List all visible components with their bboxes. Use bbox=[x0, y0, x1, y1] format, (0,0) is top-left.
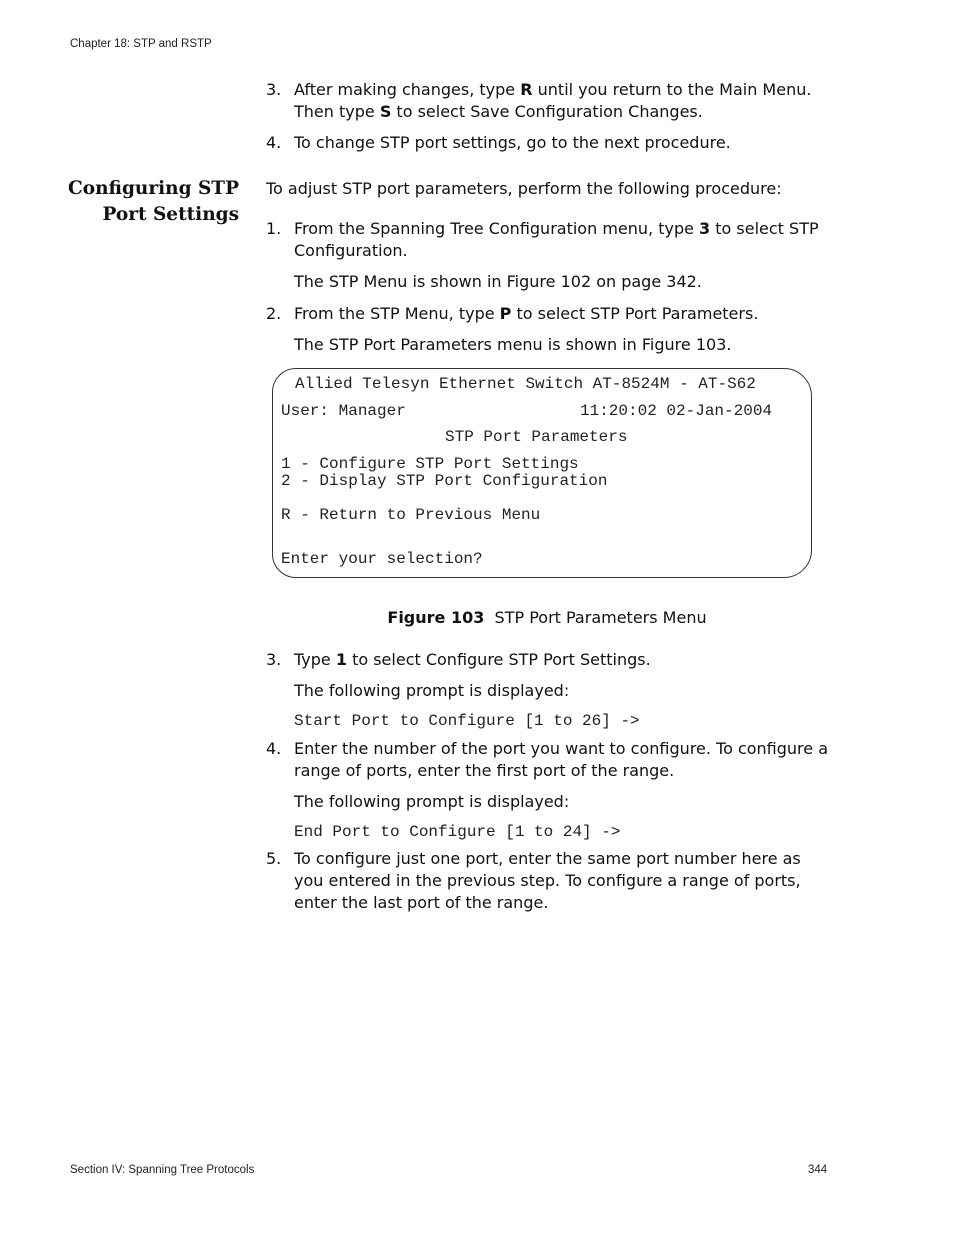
step-text: Type 1 to select Configure STP Port Settings. bbox=[294, 650, 651, 669]
step-number: 4. bbox=[266, 739, 282, 758]
section-intro: To adjust STP port parameters, perform the following procedure: bbox=[266, 179, 782, 198]
step-text: To configure just one port, enter the same port number here as you entered in the previous step. To configure a range of ports, enter the last port of the range. bbox=[294, 849, 801, 912]
figure-caption: Figure 103 STP Port Parameters Menu bbox=[387, 608, 707, 627]
step-note: The following prompt is displayed: bbox=[294, 792, 570, 811]
terminal-option-1: 1 - Configure STP Port Settings bbox=[281, 455, 579, 473]
terminal-option-r: R - Return to Previous Menu bbox=[281, 506, 541, 524]
step-number: 2. bbox=[266, 304, 282, 323]
terminal-option-2: 2 - Display STP Port Configuration bbox=[281, 472, 608, 490]
step-number: 3. bbox=[266, 80, 282, 99]
step-number: 5. bbox=[266, 849, 282, 868]
terminal-title: Allied Telesyn Ethernet Switch AT-8524M - AT-S62 bbox=[295, 375, 756, 393]
step-note: The STP Menu is shown in Figure 102 on page 342. bbox=[294, 272, 702, 291]
section-heading: Configuring STP Port Settings bbox=[68, 178, 239, 225]
step-number: 1. bbox=[266, 219, 282, 238]
page-number: 344 bbox=[808, 1164, 828, 1176]
step-text: Enter the number of the port you want to configure. To configure a range of ports, enter the first port of the range. bbox=[294, 739, 828, 780]
step-text: From the Spanning Tree Configuration menu, type 3 to select STP Configuration. bbox=[294, 219, 819, 260]
step-text: To change STP port settings, go to the next procedure. bbox=[294, 133, 731, 152]
running-footer: Section IV: Spanning Tree Protocols bbox=[70, 1164, 255, 1176]
code-prompt: Start Port to Configure [1 to 26] -> bbox=[294, 712, 640, 730]
step-number: 4. bbox=[266, 133, 282, 152]
code-prompt: End Port to Configure [1 to 24] -> bbox=[294, 823, 621, 841]
step-text: From the STP Menu, type P to select STP Port Parameters. bbox=[294, 304, 759, 323]
terminal-prompt: Enter your selection? bbox=[281, 550, 483, 568]
terminal-screen bbox=[272, 368, 812, 578]
step-number: 3. bbox=[266, 650, 282, 669]
terminal-menu-title: STP Port Parameters bbox=[445, 428, 628, 446]
step-text: After making changes, type R until you return to the Main Menu. Then type S to select Save Configuration Changes. bbox=[294, 80, 812, 121]
step-note: The following prompt is displayed: bbox=[294, 681, 570, 700]
terminal-time: 11:20:02 02-Jan-2004 bbox=[580, 402, 773, 420]
running-header: Chapter 18: STP and RSTP bbox=[70, 38, 212, 50]
step-note: The STP Port Parameters menu is shown in Figure 103. bbox=[294, 335, 732, 354]
terminal-user: User: Manager bbox=[281, 402, 406, 420]
